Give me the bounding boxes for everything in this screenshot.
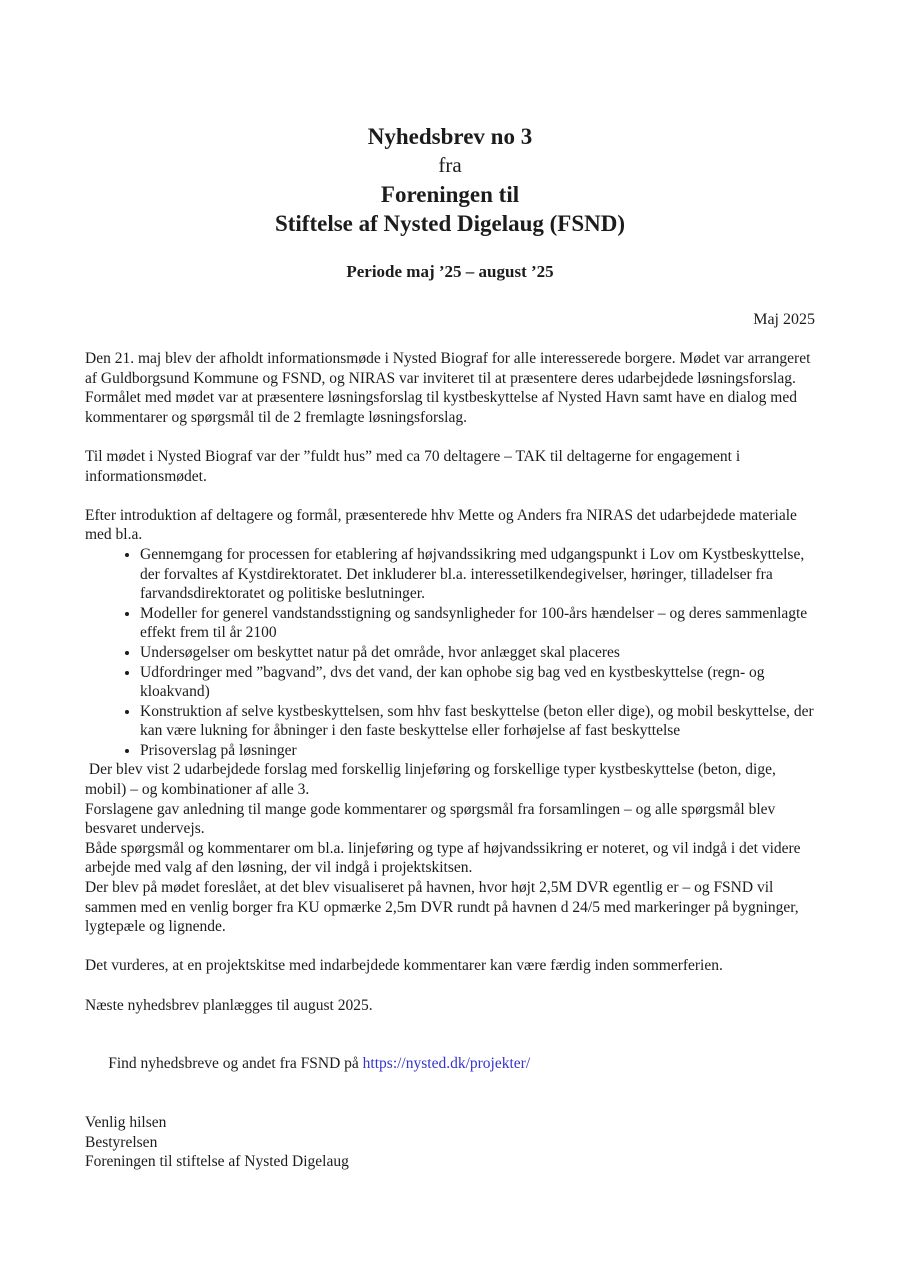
topic-item-models: • Modeller for generel vandstandsstigning og sandsynligheder for 100-års hændelser – og deres sammenlagte effekt frem til år 2100 <box>140 604 815 643</box>
paragraph-comments: Forslagene gav anledning til mange gode kommentarer og spørgsmål fra forsamlingen – og alle spørgsmål blev besvaret undervejs. <box>85 800 780 838</box>
paragraph-presentation-intro: Efter introduktion af deltagere og formål, præsenterede hhv Mette og Anders fra NIRAS det udarbejdede materiale med bl.a. <box>85 506 801 544</box>
newsletter-body <box>85 349 818 1172</box>
newsletter-date: Maj 2025 <box>753 311 815 328</box>
paragraph-meeting-purpose: Formålet med mødet var at præsentere løsningsforslag til kystbeskyttelse af Nysted Havn samt have en dialog med kommentarer og spørgsmål til de 2 fremlagte løsningsforslag. <box>85 389 801 426</box>
newsletter-title-line2: fra <box>438 153 462 177</box>
find-newsletters-text: Find nyhedsbreve og andet fra FSND på <box>108 1055 363 1073</box>
newsletter-title-line3: Foreningen til <box>380 182 520 207</box>
topic-item-pricing: • Prisoverslag på løsninger <box>140 741 815 761</box>
paragraph-attendance: Til mødet i Nysted Biograf var der ”fuldt hus” med ca 70 deltagere – TAK til deltagerne for engagement i informationsmødet. <box>85 447 745 485</box>
signature-association: Foreningen til stiftelse af Nysted Digelaug <box>85 1153 349 1171</box>
paragraph-find-newsletters <box>85 1035 815 1094</box>
signature-block <box>85 1113 815 1172</box>
newsletter-period: Periode maj ’25 – august ’25 <box>346 262 554 281</box>
topic-item-nature: • Undersøgelser om beskyttet natur på det område, hvor anlægget skal placeres <box>140 643 815 663</box>
topic-item-backwater: • Udfordringer med ”bagvand”, dvs det vand, der kan ophobe sig bag ved en kystbeskyttelse (regn- og kloakvand) <box>140 663 815 702</box>
paragraph-meeting-intro: Den 21. maj blev der afholdt informationsmøde i Nysted Biograf for alle interesserede borgere. Mødet var arrangeret af Guldborgsund Kommune og FSND, og NIRAS var inviteret til at præsentere deres udarbejdede løsningsforslag. <box>85 350 815 387</box>
signature-board: Bestyrelsen <box>85 1133 158 1151</box>
paragraph-visualisation: Der blev på mødet foreslået, at det blev visualiseret på havnen, hvor højt 2,5M DVR egentlig er – og FSND vil sammen med en venlig borger fra KU opmærke 2,5m DVR rundt på havnen d 24/5 med markeringer på bygninger, lygtepæle og lignende. <box>85 879 803 936</box>
paragraph-sketch-status: Det vurderes, at en projektskitse med indarbejdede kommentarer kan være færdig inden sommerferien. <box>85 957 723 975</box>
topic-item-construction: • Konstruktion af selve kystbeskyttelsen, som hhv fast beskyttelse (beton eller dige), og mobil beskyttelse, der kan være lukning for åbninger i den faste beskyttelse eller forhøjelse af fast beskyttelse <box>140 702 815 741</box>
topic-item-process: • Gennemgang for processen for etablering af højvandssikring med udgangspunkt i Lov om Kystbeskyttelse, der forvaltes af Kystdirektoratet. Det inkluderer bl.a. interessetilkendegivelser, høringer, tilladelser fra farvandsdirektoratet og politiske beslutninger. <box>140 545 815 604</box>
topics-list <box>85 545 818 761</box>
paragraph-questions-noted: Både spørgsmål og kommentarer om bl.a. linjeføring og type af højvandssikring er noteret, og vil indgå i det videre arbejde med valg af den løsning, der vil indgå i projektskitsen. <box>85 839 805 877</box>
signature-greeting: Venlig hilsen <box>85 1114 167 1132</box>
projects-link[interactable]: https://nysted.dk/projekter/ <box>362 1055 531 1073</box>
newsletter-header <box>85 122 815 330</box>
newsletter-title-line1: Nyhedsbrev no 3 <box>367 124 533 149</box>
paragraph-next-newsletter: Næste nyhedsbrev planlægges til august 2025. <box>85 996 373 1014</box>
paragraph-proposals-shown: Der blev vist 2 udarbejdede forslag med forskellig linjeføring og forskellige typer kystbeskyttelse (beton, dige, mobil) – og kombinationer af alle 3. <box>85 761 780 799</box>
newsletter-title-line4: Stiftelse af Nysted Digelaug (FSND) <box>274 211 626 236</box>
